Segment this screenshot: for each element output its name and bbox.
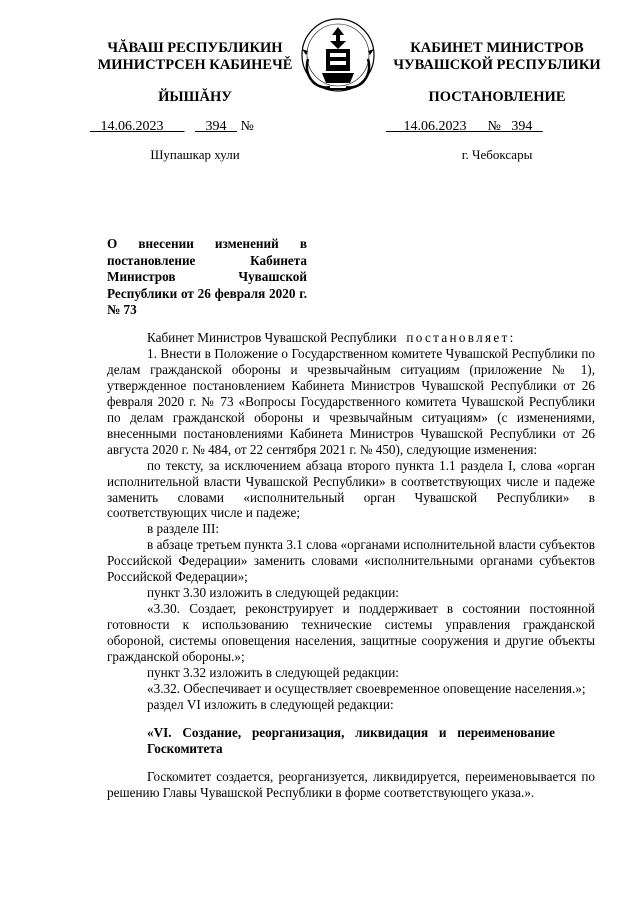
document-body (107, 330, 595, 801)
intro-prefix: Кабинет Министров Чувашской Республики (147, 330, 397, 345)
left-number-sign: № (240, 119, 254, 134)
header-right-line1: КАБИНЕТ МИНИСТРОВ (410, 40, 584, 56)
document-subject: О внесении изменений в постановление Кабинета Министров Чувашской Республики от 26 февраля 2020 г. № 73 (107, 236, 307, 318)
body-paragraph: по тексту, за исключением абзаца второго пункта 1.1 раздела I, слова «орган исполнительной власти Чувашской Республики» в соответствующих числе и падеже заменить словами «исполнительный орган Чувашской Республики» в соответствующих числе и падеже; (107, 457, 595, 521)
right-registration (386, 119, 543, 135)
chuvash-emblem-icon (296, 15, 380, 99)
body-paragraph: в абзаце третьем пункта 3.1 слова «органами исполнительной власти субъектов Российской Федерации» заменить словами «исполнительными органами субъектов Российской Федерации»; (107, 537, 595, 585)
body-paragraph: раздел VI изложить в следующей редакции: (147, 696, 394, 712)
header-left-line2: МИНИСТРСЕН КАБИНЕЧĚ (97, 57, 293, 73)
left-date: 14.06.2023 (100, 119, 164, 134)
body-paragraph: в разделе III: (147, 521, 220, 537)
place-left: Шупашкар хули (150, 147, 240, 162)
body-paragraph: «3.30. Создает, реконструирует и поддерживает в состоянии постоянной готовности к использованию технические системы управления гражданской обороной, системы оповещения населения, защитные сооружения и другие объекты гражданской обороны.»; (107, 601, 595, 665)
header-right-line2: ЧУВАШСКОЙ РЕСПУБЛИКИ (393, 57, 601, 73)
header-left-block (80, 40, 310, 74)
body-paragraph: 1. Внести в Положение о Государственном комитете Чувашской Республики по делам гражданской обороны и чрезвычайным ситуациям (приложение № 1), утвержденное постановлением Кабинета Министров Чувашской Республики от 26 февраля 2020 г. № 73 «Вопросы Государственного комитета Чувашской Республики по делам гражданской обороны и чрезвычайным ситуациям» (с изменениями, внесенными постановлениями Кабинета Министров Чувашской Республики от 26 августа 2020 г. № 484, от 22 сентября 2021 г. № 450), следующие изменения: (107, 345, 595, 457)
right-date: 14.06.2023 (403, 119, 467, 134)
right-number: 394 (511, 119, 533, 134)
header-right-block (382, 40, 612, 74)
body-paragraph: «3.32. Обеспечивает и осуществляет своевременное оповещение населения.»; (147, 680, 586, 696)
place-right: г. Чебоксары (461, 147, 533, 162)
header-left-doc-type: ЙЫШĂНУ (158, 89, 232, 105)
body-paragraph: пункт 3.30 изложить в следующей редакции: (147, 585, 399, 601)
body-paragraph: Госкомитет создается, реорганизуется, ликвидируется, переименовывается по решению Главы Чувашской Республики в форме соответствующего указа.». (107, 768, 595, 800)
header-left-line1: ЧĂВАШ РЕСПУБЛИКИН (107, 40, 283, 56)
intro-spaced: постановляет: (406, 330, 516, 345)
left-registration (90, 119, 254, 135)
body-intro (107, 330, 595, 346)
section-title: «VI. Создание, реорганизация, ликвидация и переименование Госкомитета (147, 724, 555, 756)
right-number-sign: № (487, 119, 501, 134)
body-paragraph: пункт 3.32 изложить в следующей редакции: (147, 665, 399, 681)
left-number: 394 (205, 119, 227, 134)
header-right-doc-type: ПОСТАНОВЛЕНИЕ (428, 89, 566, 105)
